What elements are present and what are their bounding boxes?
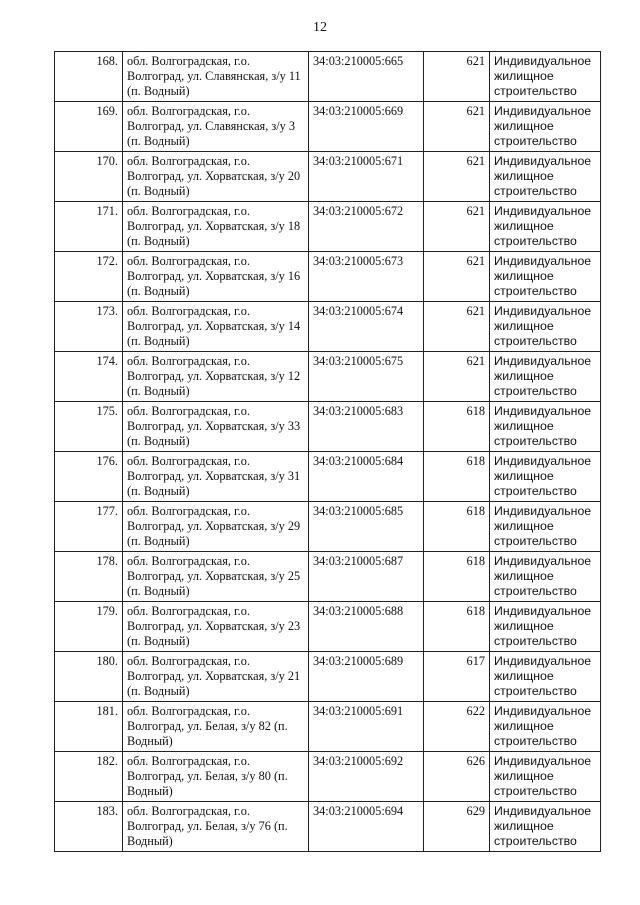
row-permitted-use: Индивидуальное жилищное строительство (490, 552, 601, 602)
row-cadastral-number: 34:03:210005:687 (309, 552, 424, 602)
row-permitted-use: Индивидуальное жилищное строительство (490, 152, 601, 202)
row-permitted-use: Индивидуальное жилищное строительство (490, 402, 601, 452)
row-address: обл. Волгоградская, г.о. Волгоград, ул. Славянская, з/у 3 (п. Водный) (123, 102, 309, 152)
row-area: 621 (424, 352, 490, 402)
row-permitted-use: Индивидуальное жилищное строительство (490, 702, 601, 752)
row-number: 183. (55, 802, 123, 852)
table-row (55, 302, 601, 352)
row-permitted-use: Индивидуальное жилищное строительство (490, 252, 601, 302)
row-area: 621 (424, 252, 490, 302)
table-row (55, 252, 601, 302)
row-address: обл. Волгоградская, г.о. Волгоград, ул. Хорватская, з/у 18 (п. Водный) (123, 202, 309, 252)
table-row (55, 752, 601, 802)
row-area: 626 (424, 752, 490, 802)
row-address: обл. Волгоградская, г.о. Волгоград, ул. Хорватская, з/у 29 (п. Водный) (123, 502, 309, 552)
row-cadastral-number: 34:03:210005:683 (309, 402, 424, 452)
row-address: обл. Волгоградская, г.о. Волгоград, ул. Хорватская, з/у 12 (п. Водный) (123, 352, 309, 402)
row-number: 178. (55, 552, 123, 602)
row-number: 174. (55, 352, 123, 402)
row-permitted-use: Индивидуальное жилищное строительство (490, 302, 601, 352)
row-number: 177. (55, 502, 123, 552)
row-permitted-use: Индивидуальное жилищное строительство (490, 352, 601, 402)
row-area: 621 (424, 302, 490, 352)
row-permitted-use: Индивидуальное жилищное строительство (490, 102, 601, 152)
row-cadastral-number: 34:03:210005:685 (309, 502, 424, 552)
row-permitted-use: Индивидуальное жилищное строительство (490, 602, 601, 652)
row-permitted-use: Индивидуальное жилищное строительство (490, 802, 601, 852)
row-area: 622 (424, 702, 490, 752)
row-permitted-use: Индивидуальное жилищное строительство (490, 202, 601, 252)
table-body (55, 52, 601, 852)
table-row (55, 702, 601, 752)
row-cadastral-number: 34:03:210005:672 (309, 202, 424, 252)
row-area: 621 (424, 102, 490, 152)
row-number: 173. (55, 302, 123, 352)
table-row (55, 452, 601, 502)
row-address: обл. Волгоградская, г.о. Волгоград, ул. Белая, з/у 82 (п. Водный) (123, 702, 309, 752)
row-cadastral-number: 34:03:210005:673 (309, 252, 424, 302)
row-number: 168. (55, 52, 123, 102)
row-permitted-use: Индивидуальное жилищное строительство (490, 502, 601, 552)
row-number: 172. (55, 252, 123, 302)
row-cadastral-number: 34:03:210005:671 (309, 152, 424, 202)
row-number: 169. (55, 102, 123, 152)
row-number: 182. (55, 752, 123, 802)
row-number: 176. (55, 452, 123, 502)
page-number: 12 (313, 20, 327, 35)
row-permitted-use: Индивидуальное жилищное строительство (490, 652, 601, 702)
row-address: обл. Волгоградская, г.о. Волгоград, ул. Хорватская, з/у 14 (п. Водный) (123, 302, 309, 352)
row-area: 617 (424, 652, 490, 702)
row-area: 621 (424, 202, 490, 252)
row-address: обл. Волгоградская, г.о. Волгоград, ул. Хорватская, з/у 23 (п. Водный) (123, 602, 309, 652)
row-address: обл. Волгоградская, г.о. Волгоград, ул. Хорватская, з/у 21 (п. Водный) (123, 652, 309, 702)
table-row (55, 402, 601, 452)
row-address: обл. Волгоградская, г.о. Волгоград, ул. Хорватская, з/у 20 (п. Водный) (123, 152, 309, 202)
row-area: 618 (424, 402, 490, 452)
row-area: 618 (424, 602, 490, 652)
row-cadastral-number: 34:03:210005:665 (309, 52, 424, 102)
row-permitted-use: Индивидуальное жилищное строительство (490, 452, 601, 502)
row-address: обл. Волгоградская, г.о. Волгоград, ул. Славянская, з/у 11 (п. Водный) (123, 52, 309, 102)
table-row (55, 502, 601, 552)
row-number: 179. (55, 602, 123, 652)
row-address: обл. Волгоградская, г.о. Волгоград, ул. Хорватская, з/у 25 (п. Водный) (123, 552, 309, 602)
row-cadastral-number: 34:03:210005:688 (309, 602, 424, 652)
row-cadastral-number: 34:03:210005:674 (309, 302, 424, 352)
row-cadastral-number: 34:03:210005:675 (309, 352, 424, 402)
row-area: 629 (424, 802, 490, 852)
row-number: 175. (55, 402, 123, 452)
table-row (55, 602, 601, 652)
row-permitted-use: Индивидуальное жилищное строительство (490, 752, 601, 802)
row-permitted-use: Индивидуальное жилищное строительство (490, 52, 601, 102)
table-row (55, 652, 601, 702)
row-number: 170. (55, 152, 123, 202)
row-number: 181. (55, 702, 123, 752)
row-address: обл. Волгоградская, г.о. Волгоград, ул. Хорватская, з/у 16 (п. Водный) (123, 252, 309, 302)
row-cadastral-number: 34:03:210005:689 (309, 652, 424, 702)
row-address: обл. Волгоградская, г.о. Волгоград, ул. Хорватская, з/у 31 (п. Водный) (123, 452, 309, 502)
row-area: 621 (424, 52, 490, 102)
row-cadastral-number: 34:03:210005:694 (309, 802, 424, 852)
row-area: 618 (424, 502, 490, 552)
row-number: 180. (55, 652, 123, 702)
table-row (55, 352, 601, 402)
table-row (55, 52, 601, 102)
row-area: 618 (424, 552, 490, 602)
row-cadastral-number: 34:03:210005:691 (309, 702, 424, 752)
table-row (55, 102, 601, 152)
row-cadastral-number: 34:03:210005:669 (309, 102, 424, 152)
table-row (55, 152, 601, 202)
table-row (55, 202, 601, 252)
table-row (55, 552, 601, 602)
row-address: обл. Волгоградская, г.о. Волгоград, ул. Белая, з/у 80 (п. Водный) (123, 752, 309, 802)
row-cadastral-number: 34:03:210005:684 (309, 452, 424, 502)
row-area: 621 (424, 152, 490, 202)
row-address: обл. Волгоградская, г.о. Волгоград, ул. Белая, з/у 76 (п. Водный) (123, 802, 309, 852)
row-address: обл. Волгоградская, г.о. Волгоград, ул. Хорватская, з/у 33 (п. Водный) (123, 402, 309, 452)
table-row (55, 802, 601, 852)
row-area: 618 (424, 452, 490, 502)
row-cadastral-number: 34:03:210005:692 (309, 752, 424, 802)
row-number: 171. (55, 202, 123, 252)
land-plot-table (54, 51, 601, 852)
